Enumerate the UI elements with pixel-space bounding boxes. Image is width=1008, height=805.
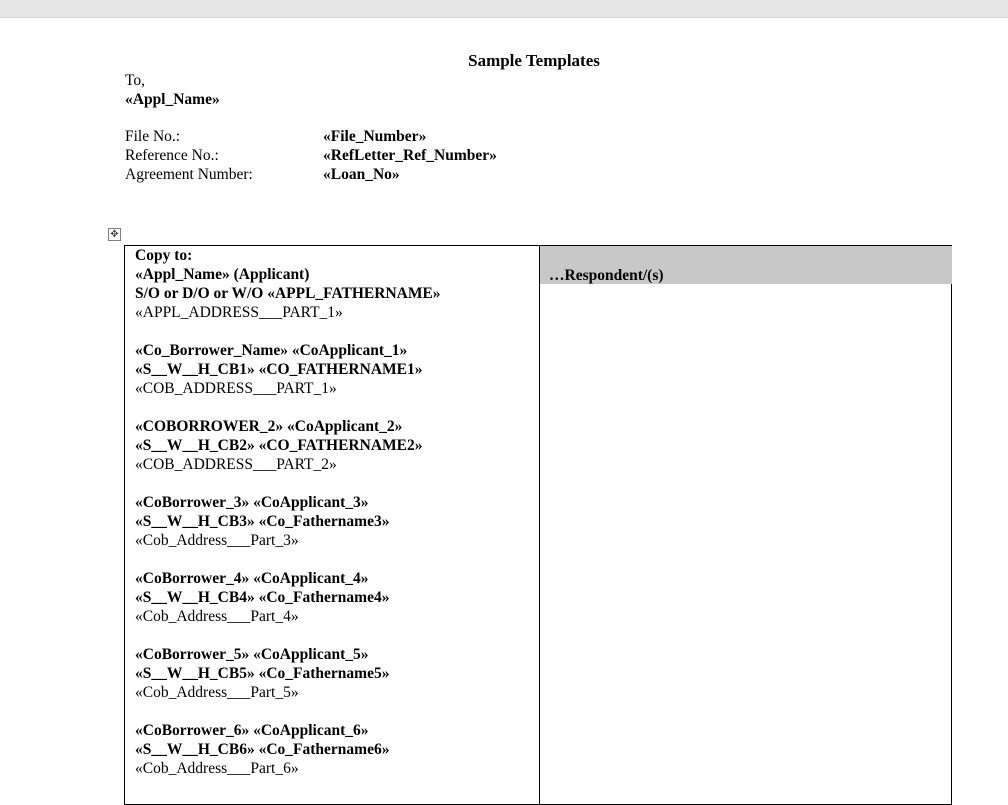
meta-row-file-no (125, 127, 426, 146)
meta-value: «File_Number» (323, 128, 427, 145)
to-label: To, (125, 72, 146, 89)
copy-to-line: «Cob_Address___Part_4» (135, 608, 299, 625)
meta-label: Reference No.: (125, 147, 219, 164)
respondent-label: …Respondent/(s) (549, 267, 664, 284)
table-column-divider (539, 246, 540, 804)
copy-to-line: «Cob_Address___Part_6» (135, 760, 299, 777)
copy-to-line: S/O or D/O or W/O «APPL_FATHERNAME» (135, 285, 441, 302)
copy-to-line: «COB_ADDRESS___PART_2» (135, 456, 337, 473)
copy-to-line: «CoBorrower_4» «CoApplicant_4» (135, 570, 369, 587)
copy-to-line: «Cob_Address___Part_3» (135, 532, 299, 549)
copy-to-line: «S__W__H_CB6» «Co_Fathername6» (135, 741, 390, 758)
copy-to-line: «Co_Borrower_Name» «CoApplicant_1» (135, 342, 408, 359)
copy-to-line (135, 398, 535, 417)
copy-to-line: «Cob_Address___Part_5» (135, 684, 299, 701)
copy-to-line: «CoBorrower_5» «CoApplicant_5» (135, 646, 369, 663)
addressee-name: «Appl_Name» (125, 91, 220, 108)
copy-to-line: «S__W__H_CB3» «Co_Fathername3» (135, 513, 390, 530)
meta-value: «RefLetter_Ref_Number» (323, 147, 497, 164)
copy-to-table (124, 245, 952, 805)
meta-label: File No.: (125, 128, 181, 145)
copy-to-line: «Appl_Name» (Applicant) (135, 266, 310, 283)
copy-to-line: «COB_ADDRESS___PART_1» (135, 380, 337, 397)
app-top-strip (0, 0, 1008, 18)
meta-row-agreement-number (125, 165, 400, 184)
meta-label: Agreement Number: (125, 166, 253, 183)
addressee-block (125, 71, 220, 109)
copy-to-line: «COBORROWER_2» «CoApplicant_2» (135, 418, 403, 435)
meta-row-reference-no (125, 146, 497, 165)
copy-to-line: «APPL_ADDRESS___PART_1» (135, 304, 343, 321)
copy-to-line (135, 474, 535, 493)
copy-to-line: «S__W__H_CB4» «Co_Fathername4» (135, 589, 390, 606)
copy-to-line: «S__W__H_CB1» «CO_FATHERNAME1» (135, 361, 423, 378)
copy-to-cell[interactable] (135, 246, 535, 778)
meta-value: «Loan_No» (323, 166, 400, 183)
copy-to-line: «CoBorrower_3» «CoApplicant_3» (135, 494, 369, 511)
copy-to-line (135, 322, 535, 341)
move-arrows-icon[interactable]: ✥ (108, 228, 121, 241)
copy-to-line: Copy to: (135, 247, 193, 264)
copy-to-line: «S__W__H_CB2» «CO_FATHERNAME2» (135, 437, 423, 454)
copy-to-line: «CoBorrower_6» «CoApplicant_6» (135, 722, 369, 739)
copy-to-line (135, 550, 535, 569)
copy-to-line: «S__W__H_CB5» «Co_Fathername5» (135, 665, 390, 682)
document-title: Sample Templates (468, 51, 600, 70)
copy-to-line (135, 626, 535, 645)
copy-to-line (135, 702, 535, 721)
